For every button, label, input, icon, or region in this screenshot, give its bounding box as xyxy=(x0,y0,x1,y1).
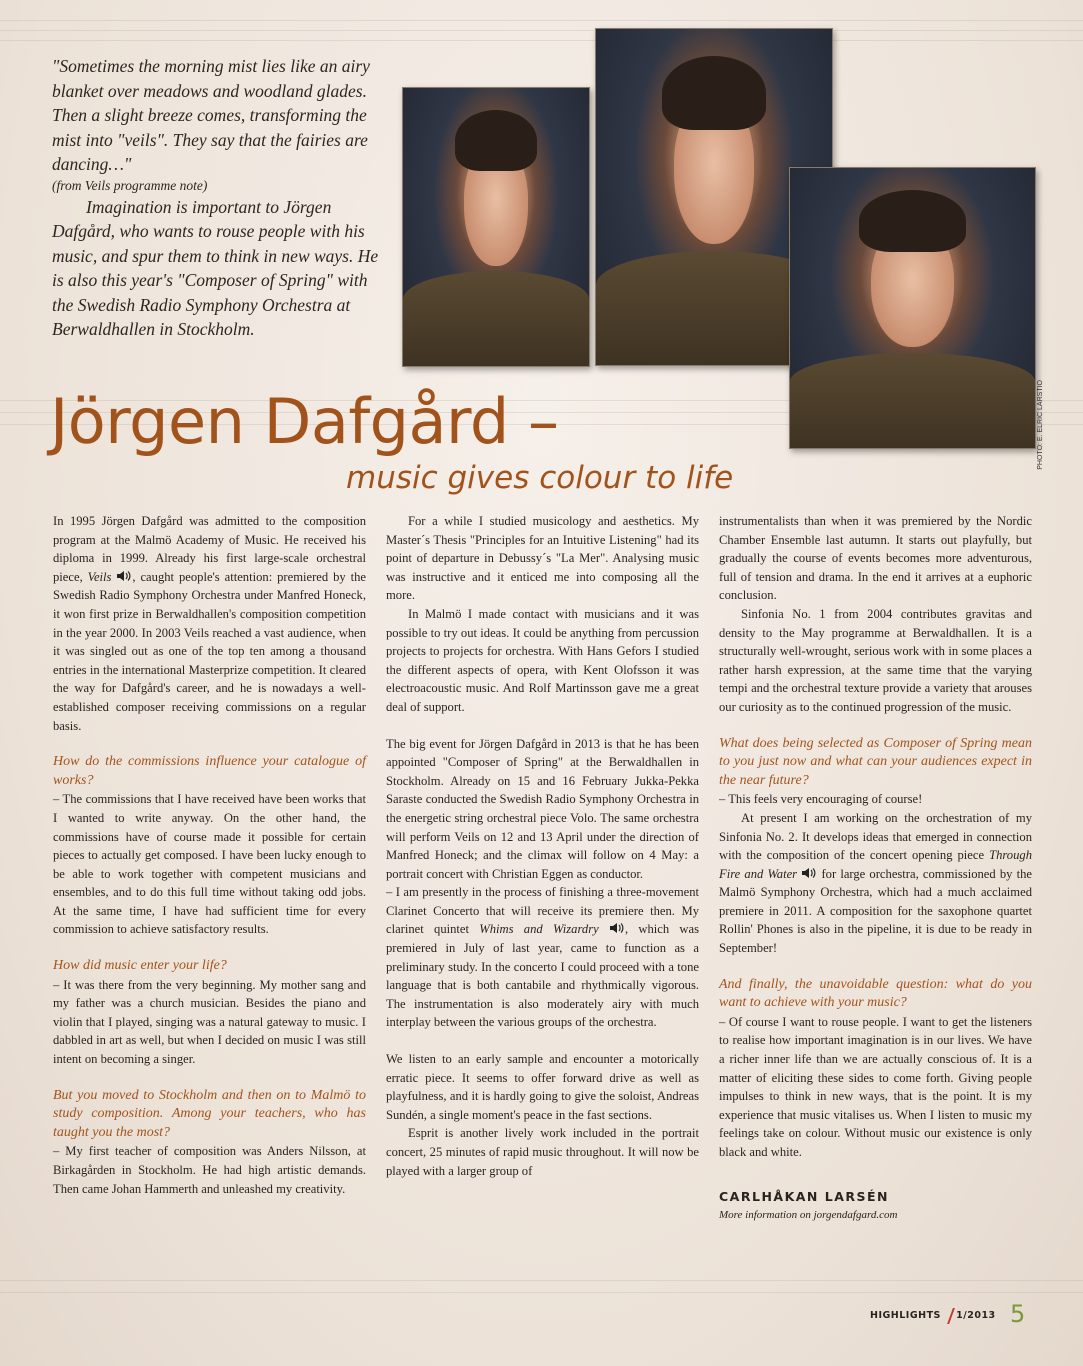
question-5: And finally, the unavoidable question: what do you want to achieve with your music? xyxy=(719,976,1032,1011)
answer-1: – The commissions that I have received have been works that I wanted to write anyway. On the other hand, the commissions have of course made it possible for certain pieces to actually get composed. I have been lucky enough to be able to work together with competent musicians and ensembles, and to do this full time without taking odd jobs. At the same time, I have had sufficient time for every commission to achieve satisfactory results. xyxy=(53,792,366,937)
page-number: 5 xyxy=(1010,1300,1026,1328)
work-title: Veils xyxy=(87,569,112,584)
audio-speaker-icon[interactable] xyxy=(801,867,817,879)
author-byline: CARLHÅKAN LARSÉN xyxy=(719,1188,890,1204)
audio-speaker-icon[interactable] xyxy=(609,922,625,934)
work-title: Through Fire and Water xyxy=(719,848,1032,881)
question-3: But you moved to Stockholm and then on to Malmö to study composition. Among your teachers, who has taught you the most? xyxy=(53,1087,366,1140)
intro-note: (from Veils programme note) xyxy=(52,177,208,193)
column-2: For a while I studied musicology and aesthetics. My Master´s Thesis "Principles for an Intuitive Listening" had its point of departure in Debussy´s "La Mer". Analysing music was instructive and it enticed me into composing all the more. In Malmö I made contact with musicians and it was possible to try out ideas. It could be anything from percussion projects to projects for orchestra. With Hans Gefors I studied the different aspects of opera, with Kent Olofsson it was electroacoustic music. And Rolf Martinsson gave me a great deal of support. The big event for Jörgen Dafgård in 2013 is that he has been appointed "Composer of Spring" at the Berwaldhallen in Stockholm. Already on 15 and 16 February Jukka-Pekka Saraste conducted the Swedish Radio Symphony Orchestra in the energetic string orchestral piece Volo. The same orchestra will perform Veils on 12 and 13 April under the direction of Manfred Honeck; and the climax will follow on 4 May: a portrait concert with Christian Eggen as conductor. – I am presently in the process of finishing a three-movement Clarinet Concerto that will receive its premiere then. My clarinet quintet Whims and Wizardry , which was premiered in July of last year, came to function as a preliminary study. In the concerto I could proceed with a tone language that is both cantabile and rhythmically vigorous. The instrumentation is also moderately airy with much interplay between the various groups of the orchestra. We listen to an early sample and encounter a motorically erratic piece. It seems to offer forward drive as well as playfulness, and it is hardly going to give the soloist, Andreas Sundén, a single moment's peace in the fast sections. Esprit is another lively work included in the portrait concert, 25 minutes of rapid music throughout. It will now be played with a larger group of xyxy=(386,514,699,1178)
question-1: How do the commissions influence your catalogue of works? xyxy=(53,754,366,788)
question-4: What does being selected as Composer of Spring mean to you just now and what can your audiences expect in the near future? xyxy=(719,735,1032,788)
answer-3: – My first teacher of composition was Anders Nilsson, at Birkagården in Stockholm. He had high artistic demands. Then came Johan Hammerth and unleashed my creativity. xyxy=(53,1144,366,1196)
article-title: Jörgen Dafgård – xyxy=(50,385,559,458)
footer-label: HIGHLIGHTS 1/2013 xyxy=(870,1310,996,1321)
question-2: How did music enter your life? xyxy=(53,958,227,974)
photo-credit: PHOTO: E. ELRIC LARSTIO xyxy=(1037,380,1044,470)
article-subtitle: music gives colour to life xyxy=(346,460,734,496)
more-info-link[interactable]: More information on jorgendafgard.com xyxy=(719,1209,898,1222)
intro-lead: Imagination is important to Jörgen Dafgård, who wants to rouse people with his music, and spur them to think in new ways. He is also this year's "Composer of Spring" with the Swedish Radio Symphony Orchestra at Berwaldhallen in Stockholm. xyxy=(52,196,379,339)
intro-quote: "Sometimes the morning mist lies like an airy blanket over meadows and woodland glades. Then a slight breeze comes, transforming the mist into "veils". They say that the fairies are dancing…" xyxy=(52,56,370,174)
portrait-photo-1 xyxy=(402,87,590,367)
audio-speaker-icon[interactable] xyxy=(116,570,132,582)
work-title: Whims and Wizardry xyxy=(479,922,599,937)
answer-2: – It was there from the very beginning. My mother sang and my father was a church musician. Besides the piano and violin that I played, singing was a natural gateway to music. I dabbled in art as well, but when I decided on music I was still intent on becoming a singer. xyxy=(53,977,366,1067)
column-3: instrumentalists than when it was premiered by the Nordic Chamber Ensemble last autumn. It starts out playfully, but gradually the course of events becomes more adventurous, full of tension and drama. In the end it arrives at a euphoric conclusion. Sinfonia No. 1 from 2004 contributes gravitas and density to the May programme at Berwaldhallen. It is a structurally well-wrought, serious work with in some places a rather harsh expression, at the same time that the varying tempi and the orchestral texture provide a variety that arouses our curiosity as to the continued progression of the music. What does being selected as Composer of Spring mean to you just now and what can your audiences expect in the near future? – This feels very encouraging of course! At present I am working on the orchestration of my Sinfonia No. 2. It develops ideas that emerged in connection with the composition of the concert opening piece Through Fire and Water for large orchestra, commissioned by the Malmö Symphony Orchestra, which had a much acclaimed premiere in 2011. A composition for the saxophone quartet Rollin' Phones is also in the pipeline, it is due to be ready in September! And finally, the unavoidable question: what do you want to achieve with your music? – Of course I want to rouse people. I want to get the listeners to realise how important imagination is in our lives. We have a richer inner life than we are actually conscious of. It is a matter of eliciting these sides to come forth. Giving people impulses to think in new ways, that is the point. It is my experience that music vitalises us. When I listen to music my feelings take on colour. Without music our existence is only black and white. CARLHÅKAN LARSÉN More information on jorgendafgard.com xyxy=(719,512,1032,1225)
column-1: In 1995 Jörgen Dafgård was admitted to the composition program at the Malmö Academy of Music. He received his diploma in 1999. Already his first large-scale orchestral piece, Veils , caught people's attention: premiered by the Swedish Radio Symphony Orchestra under Manfred Honeck, it won first prize in Berwaldhallen's composition competition in the year 2000. In 2003 Veils reached a vast audience, when it was singled out as one of the top ten among a thousand entries in the international Masterprize competition. It cleared the way for Dafgård's career, and he is nowadays a well-established composer receiving commissions on a regular basis. How do the commissions influence your catalogue of works? – The commissions that I have received have been works that I wanted to write anyway. On the other hand, the commissions have of course made it possible for certain pieces to actually get composed. I have been lucky enough to be able to work together with competent musicians and ensembles, and to do this full time without taking odd jobs. At the same time, I have had sufficient time for every commission to achieve satisfactory results. How did music enter your life? – It was there from the very beginning. My mother sang and my father was a church musician. Besides the piano and violin that I played, singing was a natural gateway to music. I dabbled in art as well, but when I decided on music I was still intent on becoming a singer. But you moved to Stockholm and then on to Malmö to study composition. Among your teachers, who has taught you the most? – My first teacher of composition was Anders Nilsson, at Birkagården in Stockholm. He had high artistic demands. Then came Johan Hammerth and unleashed my creativity. xyxy=(53,512,366,1198)
intro-quote-block xyxy=(52,54,382,342)
portrait-photo-3 xyxy=(789,167,1036,449)
